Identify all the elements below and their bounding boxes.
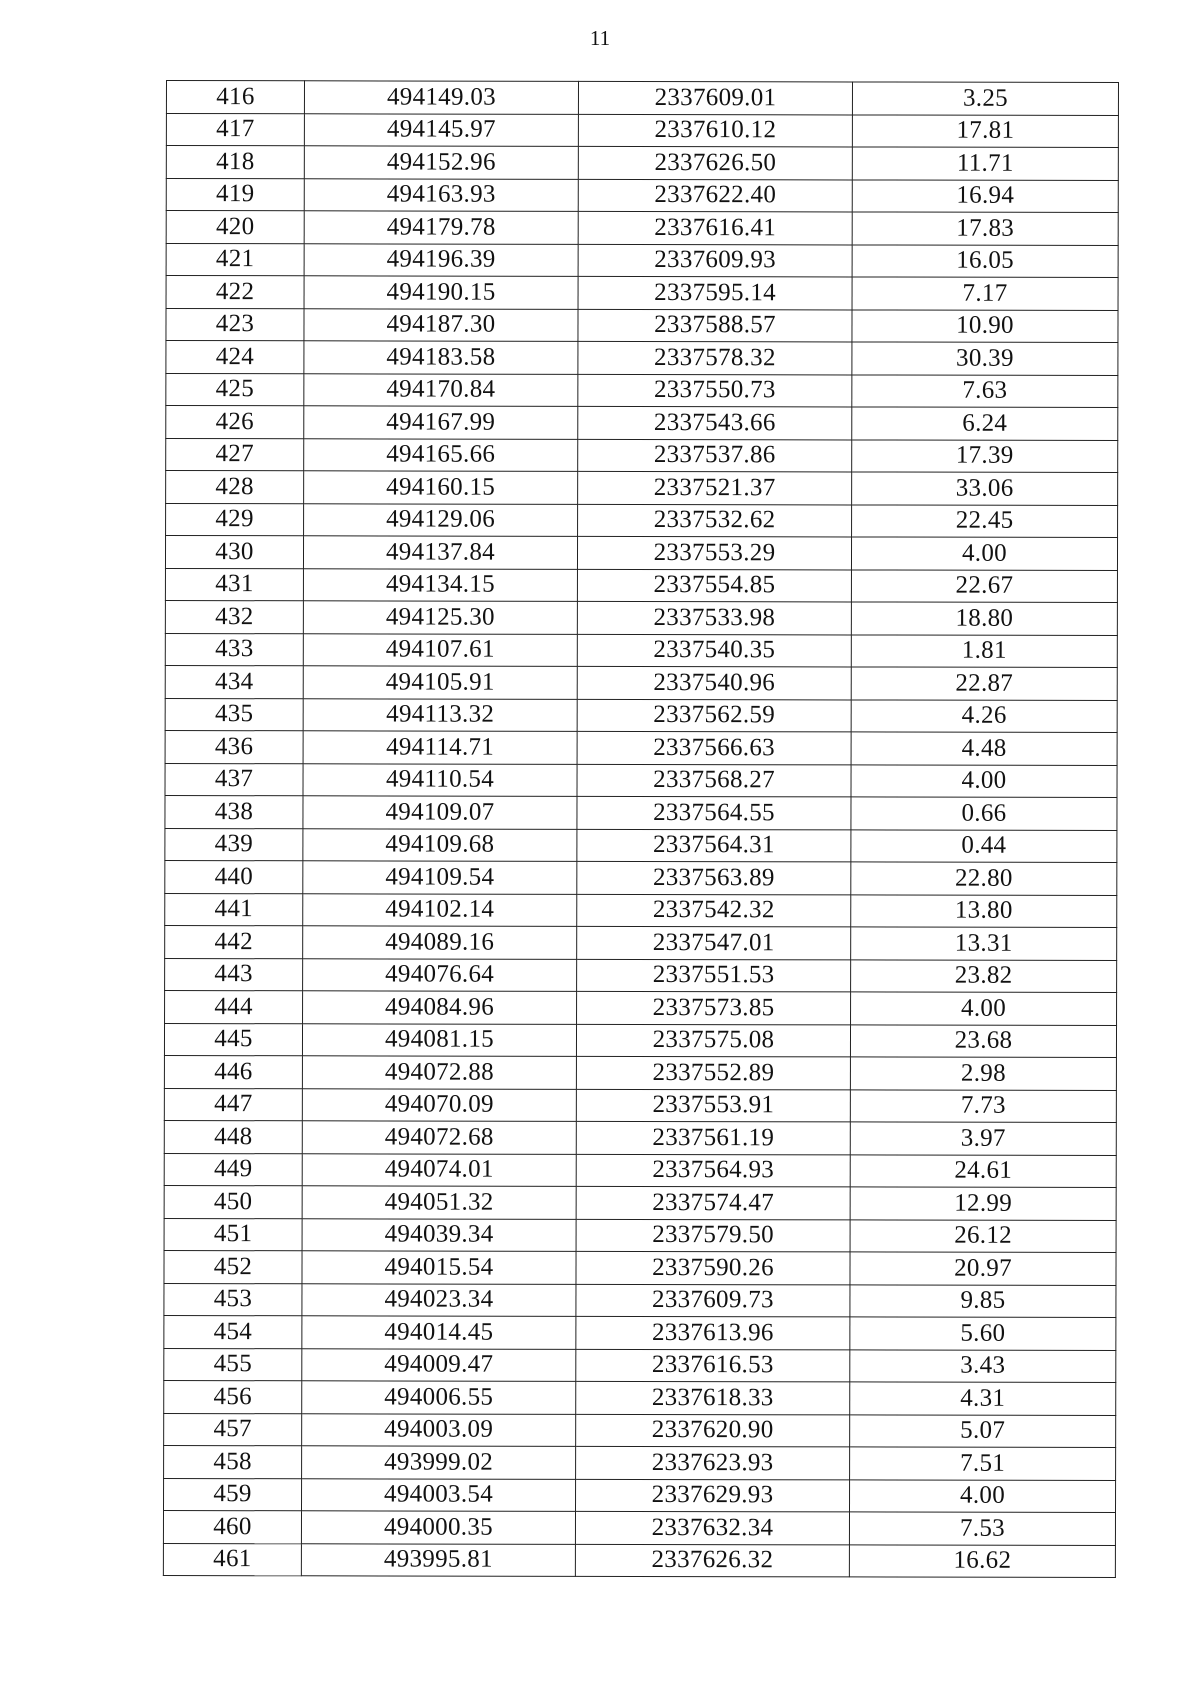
point-number-cell: 431 — [165, 568, 303, 601]
distance-cell: 4.00 — [850, 1479, 1116, 1512]
table-row — [166, 471, 1118, 505]
distance-cell: 13.31 — [851, 927, 1117, 960]
table-row — [164, 1218, 1116, 1252]
x-coordinate-cell: 494000.35 — [301, 1511, 575, 1544]
x-coordinate-cell: 494196.39 — [304, 243, 578, 276]
y-coordinate-cell: 2337562.59 — [577, 699, 851, 732]
x-coordinate-cell: 494165.66 — [304, 438, 578, 471]
x-coordinate-cell: 494102.14 — [303, 893, 577, 926]
x-coordinate-cell: 494109.68 — [303, 828, 577, 861]
point-number-cell: 417 — [166, 113, 304, 146]
point-number-cell: 433 — [165, 633, 303, 666]
distance-cell: 3.25 — [852, 82, 1118, 115]
point-number-cell: 423 — [166, 308, 304, 341]
table-row — [164, 1478, 1116, 1512]
y-coordinate-cell: 2337533.98 — [577, 601, 851, 634]
x-coordinate-cell: 494109.54 — [303, 861, 577, 894]
x-coordinate-cell: 494190.15 — [304, 276, 578, 309]
point-number-cell: 416 — [166, 81, 304, 114]
table-row — [164, 1413, 1116, 1447]
point-number-cell: 419 — [166, 178, 304, 211]
point-number-cell: 427 — [166, 438, 304, 471]
y-coordinate-cell: 2337575.08 — [576, 1024, 850, 1057]
point-number-cell: 445 — [164, 1023, 302, 1056]
y-coordinate-cell: 2337568.27 — [577, 764, 851, 797]
point-number-cell: 448 — [164, 1120, 302, 1153]
table-row — [164, 1380, 1116, 1414]
y-coordinate-cell: 2337618.33 — [576, 1381, 850, 1414]
distance-cell: 17.83 — [852, 212, 1118, 245]
distance-cell: 22.87 — [851, 667, 1117, 700]
table-row — [165, 763, 1117, 797]
point-number-cell: 428 — [166, 471, 304, 504]
x-coordinate-cell: 494006.55 — [302, 1381, 576, 1414]
y-coordinate-cell: 2337626.32 — [575, 1544, 849, 1577]
point-number-cell: 438 — [165, 795, 303, 828]
y-coordinate-cell: 2337629.93 — [576, 1479, 850, 1512]
distance-cell: 16.05 — [852, 244, 1118, 277]
table-row — [166, 81, 1118, 115]
table-row — [163, 1543, 1115, 1577]
distance-cell: 16.62 — [849, 1544, 1115, 1577]
table-row — [166, 243, 1118, 277]
table-row — [166, 178, 1118, 212]
distance-cell: 5.07 — [850, 1414, 1116, 1447]
point-number-cell: 434 — [165, 665, 303, 698]
y-coordinate-cell: 2337552.89 — [576, 1056, 850, 1089]
distance-cell: 4.31 — [850, 1382, 1116, 1415]
table-row — [164, 1283, 1116, 1317]
y-coordinate-cell: 2337550.73 — [578, 374, 852, 407]
y-coordinate-cell: 2337609.93 — [578, 244, 852, 277]
distance-cell: 23.82 — [851, 959, 1117, 992]
point-number-cell: 421 — [166, 243, 304, 276]
table-row — [165, 665, 1117, 699]
y-coordinate-cell: 2337564.55 — [577, 796, 851, 829]
point-number-cell: 439 — [165, 828, 303, 861]
x-coordinate-cell: 494187.30 — [304, 308, 578, 341]
y-coordinate-cell: 2337540.96 — [577, 666, 851, 699]
x-coordinate-cell: 493999.02 — [302, 1446, 576, 1479]
y-coordinate-cell: 2337540.35 — [577, 634, 851, 667]
point-number-cell: 450 — [164, 1185, 302, 1218]
y-coordinate-cell: 2337542.32 — [577, 894, 851, 927]
x-coordinate-cell: 494125.30 — [303, 601, 577, 634]
y-coordinate-cell: 2337566.63 — [577, 731, 851, 764]
distance-cell: 11.71 — [852, 147, 1118, 180]
y-coordinate-cell: 2337632.34 — [575, 1511, 849, 1544]
x-coordinate-cell: 494051.32 — [302, 1186, 576, 1219]
y-coordinate-cell: 2337537.86 — [578, 439, 852, 472]
point-number-cell: 446 — [164, 1055, 302, 1088]
point-number-cell: 453 — [164, 1283, 302, 1316]
table-row — [165, 795, 1117, 829]
table-row — [164, 1153, 1116, 1187]
distance-cell: 0.66 — [851, 797, 1117, 830]
point-number-cell: 432 — [165, 600, 303, 633]
point-number-cell: 449 — [164, 1153, 302, 1186]
point-number-cell: 442 — [165, 925, 303, 958]
distance-cell: 4.00 — [851, 537, 1117, 570]
table-row — [164, 1250, 1116, 1284]
point-number-cell: 422 — [166, 276, 304, 309]
coordinates-table — [163, 80, 1119, 1578]
distance-cell: 23.68 — [850, 1024, 1116, 1057]
x-coordinate-cell: 494137.84 — [303, 536, 577, 569]
distance-cell: 9.85 — [850, 1284, 1116, 1317]
point-number-cell: 430 — [165, 536, 303, 569]
distance-cell: 6.24 — [852, 407, 1118, 440]
y-coordinate-cell: 2337579.50 — [576, 1219, 850, 1252]
point-number-cell: 456 — [164, 1380, 302, 1413]
distance-cell: 10.90 — [852, 309, 1118, 342]
x-coordinate-cell: 494003.54 — [302, 1478, 576, 1511]
y-coordinate-cell: 2337610.12 — [578, 114, 852, 147]
table-row — [165, 730, 1117, 764]
table-row — [166, 341, 1118, 375]
point-number-cell: 460 — [163, 1510, 301, 1543]
table-row — [165, 925, 1117, 959]
coordinates-table-body — [163, 81, 1118, 1578]
point-number-cell: 443 — [165, 958, 303, 991]
x-coordinate-cell: 494113.32 — [303, 698, 577, 731]
table-row — [166, 308, 1118, 342]
distance-cell: 22.67 — [851, 569, 1117, 602]
point-number-cell: 425 — [166, 373, 304, 406]
x-coordinate-cell: 494015.54 — [302, 1251, 576, 1284]
table-row — [163, 1510, 1115, 1544]
table-row — [166, 211, 1118, 245]
distance-cell: 4.00 — [851, 764, 1117, 797]
y-coordinate-cell: 2337563.89 — [577, 861, 851, 894]
x-coordinate-cell: 494114.71 — [303, 731, 577, 764]
point-number-cell: 429 — [166, 503, 304, 536]
y-coordinate-cell: 2337564.93 — [576, 1154, 850, 1187]
table-row — [166, 503, 1118, 537]
distance-cell: 33.06 — [852, 472, 1118, 505]
point-number-cell: 459 — [164, 1478, 302, 1511]
table-row — [166, 113, 1118, 147]
x-coordinate-cell: 494076.64 — [303, 958, 577, 991]
distance-cell: 13.80 — [851, 894, 1117, 927]
distance-cell: 7.51 — [850, 1447, 1116, 1480]
x-coordinate-cell: 494160.15 — [304, 471, 578, 504]
point-number-cell: 436 — [165, 730, 303, 763]
table-row — [166, 276, 1118, 310]
y-coordinate-cell: 2337553.91 — [576, 1089, 850, 1122]
point-number-cell: 454 — [164, 1315, 302, 1348]
x-coordinate-cell: 494145.97 — [304, 113, 578, 146]
table-row — [165, 990, 1117, 1024]
y-coordinate-cell: 2337623.93 — [576, 1446, 850, 1479]
distance-cell: 5.60 — [850, 1317, 1116, 1350]
distance-cell: 17.39 — [852, 439, 1118, 472]
x-coordinate-cell: 494109.07 — [303, 796, 577, 829]
table-row — [164, 1023, 1116, 1057]
table-row — [165, 568, 1117, 602]
y-coordinate-cell: 2337554.85 — [577, 569, 851, 602]
x-coordinate-cell: 494134.15 — [303, 568, 577, 601]
y-coordinate-cell: 2337551.53 — [577, 959, 851, 992]
table-row — [164, 1120, 1116, 1154]
table-row — [166, 373, 1118, 407]
distance-cell: 22.45 — [852, 504, 1118, 537]
table-row — [165, 536, 1117, 570]
x-coordinate-cell: 494074.01 — [302, 1153, 576, 1186]
distance-cell: 20.97 — [850, 1252, 1116, 1285]
y-coordinate-cell: 2337521.37 — [578, 471, 852, 504]
distance-cell: 24.61 — [850, 1154, 1116, 1187]
y-coordinate-cell: 2337573.85 — [577, 991, 851, 1024]
distance-cell: 4.26 — [851, 699, 1117, 732]
y-coordinate-cell: 2337588.57 — [578, 309, 852, 342]
point-number-cell: 424 — [166, 341, 304, 374]
point-number-cell: 451 — [164, 1218, 302, 1251]
distance-cell: 1.81 — [851, 634, 1117, 667]
y-coordinate-cell: 2337553.29 — [577, 536, 851, 569]
x-coordinate-cell: 494072.68 — [302, 1121, 576, 1154]
distance-cell: 30.39 — [852, 342, 1118, 375]
y-coordinate-cell: 2337622.40 — [578, 179, 852, 212]
point-number-cell: 461 — [163, 1543, 301, 1576]
distance-cell: 7.17 — [852, 277, 1118, 310]
y-coordinate-cell: 2337595.14 — [578, 276, 852, 309]
point-number-cell: 441 — [165, 893, 303, 926]
distance-cell: 22.80 — [851, 862, 1117, 895]
point-number-cell: 426 — [166, 406, 304, 439]
x-coordinate-cell: 494110.54 — [303, 763, 577, 796]
table-row — [165, 698, 1117, 732]
x-coordinate-cell: 494167.99 — [304, 406, 578, 439]
point-number-cell: 455 — [164, 1348, 302, 1381]
y-coordinate-cell: 2337578.32 — [578, 341, 852, 374]
y-coordinate-cell: 2337609.73 — [576, 1284, 850, 1317]
table-row — [165, 958, 1117, 992]
table-row — [166, 146, 1118, 180]
point-number-cell: 437 — [165, 763, 303, 796]
table-row — [164, 1445, 1116, 1479]
x-coordinate-cell: 494183.58 — [304, 341, 578, 374]
x-coordinate-cell: 494023.34 — [302, 1283, 576, 1316]
x-coordinate-cell: 494039.34 — [302, 1218, 576, 1251]
x-coordinate-cell: 494129.06 — [304, 503, 578, 536]
y-coordinate-cell: 2337547.01 — [577, 926, 851, 959]
table-row — [164, 1088, 1116, 1122]
x-coordinate-cell: 494107.61 — [303, 633, 577, 666]
table-row — [164, 1055, 1116, 1089]
table-row — [165, 893, 1117, 927]
y-coordinate-cell: 2337620.90 — [576, 1414, 850, 1447]
point-number-cell: 420 — [166, 211, 304, 244]
table-row — [164, 1315, 1116, 1349]
distance-cell: 4.00 — [851, 992, 1117, 1025]
table-row — [164, 1185, 1116, 1219]
y-coordinate-cell: 2337561.19 — [576, 1121, 850, 1154]
table-row — [166, 406, 1118, 440]
distance-cell: 4.48 — [851, 732, 1117, 765]
table-row — [165, 828, 1117, 862]
point-number-cell: 418 — [166, 146, 304, 179]
y-coordinate-cell: 2337543.66 — [578, 406, 852, 439]
distance-cell: 7.63 — [852, 374, 1118, 407]
distance-cell: 12.99 — [850, 1187, 1116, 1220]
distance-cell: 26.12 — [850, 1219, 1116, 1252]
y-coordinate-cell: 2337574.47 — [576, 1186, 850, 1219]
distance-cell: 18.80 — [851, 602, 1117, 635]
x-coordinate-cell: 494003.09 — [302, 1413, 576, 1446]
distance-cell: 2.98 — [850, 1057, 1116, 1090]
distance-cell: 7.53 — [849, 1512, 1115, 1545]
x-coordinate-cell: 494149.03 — [304, 81, 578, 114]
y-coordinate-cell: 2337609.01 — [578, 81, 852, 114]
table-row — [165, 600, 1117, 634]
point-number-cell: 458 — [164, 1445, 302, 1478]
table-row — [165, 860, 1117, 894]
point-number-cell: 452 — [164, 1250, 302, 1283]
y-coordinate-cell: 2337613.96 — [576, 1316, 850, 1349]
y-coordinate-cell: 2337616.41 — [578, 211, 852, 244]
table-row — [166, 438, 1118, 472]
x-coordinate-cell: 494170.84 — [304, 373, 578, 406]
distance-cell: 7.73 — [850, 1089, 1116, 1122]
point-number-cell: 457 — [164, 1413, 302, 1446]
x-coordinate-cell: 494014.45 — [302, 1316, 576, 1349]
x-coordinate-cell: 494084.96 — [303, 991, 577, 1024]
y-coordinate-cell: 2337616.53 — [576, 1349, 850, 1382]
x-coordinate-cell: 494009.47 — [302, 1348, 576, 1381]
y-coordinate-cell: 2337590.26 — [576, 1251, 850, 1284]
table-row — [164, 1348, 1116, 1382]
distance-cell: 16.94 — [852, 179, 1118, 212]
y-coordinate-cell: 2337532.62 — [578, 504, 852, 537]
y-coordinate-cell: 2337626.50 — [578, 146, 852, 179]
x-coordinate-cell: 493995.81 — [301, 1543, 575, 1576]
point-number-cell: 444 — [165, 990, 303, 1023]
x-coordinate-cell: 494105.91 — [303, 666, 577, 699]
x-coordinate-cell: 494081.15 — [302, 1023, 576, 1056]
x-coordinate-cell: 494072.88 — [302, 1056, 576, 1089]
distance-cell: 17.81 — [852, 114, 1118, 147]
table-row — [165, 633, 1117, 667]
point-number-cell: 435 — [165, 698, 303, 731]
x-coordinate-cell: 494070.09 — [302, 1088, 576, 1121]
x-coordinate-cell: 494163.93 — [304, 178, 578, 211]
point-number-cell: 440 — [165, 860, 303, 893]
y-coordinate-cell: 2337564.31 — [577, 829, 851, 862]
distance-cell: 3.97 — [850, 1122, 1116, 1155]
distance-cell: 3.43 — [850, 1349, 1116, 1382]
page-number: 11 — [589, 26, 611, 50]
distance-cell: 0.44 — [851, 829, 1117, 862]
x-coordinate-cell: 494089.16 — [303, 926, 577, 959]
x-coordinate-cell: 494179.78 — [304, 211, 578, 244]
x-coordinate-cell: 494152.96 — [304, 146, 578, 179]
point-number-cell: 447 — [164, 1088, 302, 1121]
